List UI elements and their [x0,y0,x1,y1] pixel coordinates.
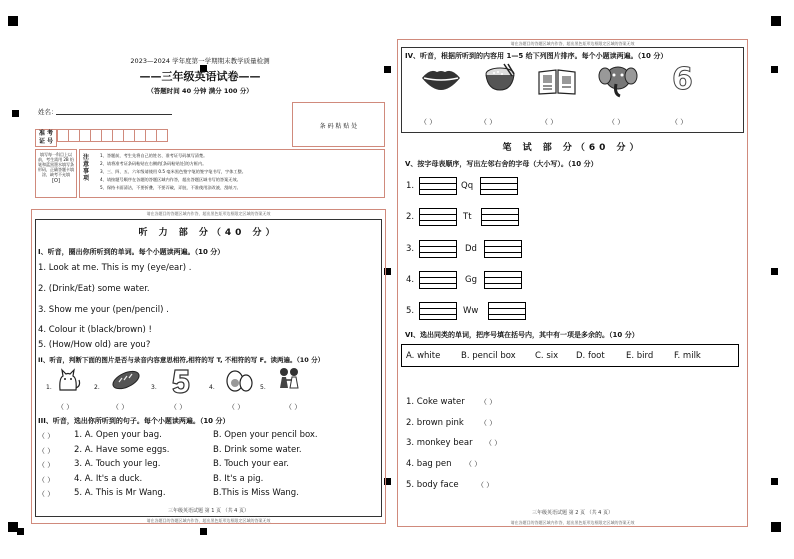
number-six-picture: 6 [672,62,693,97]
q3-option-b: B. Drink some water. [213,445,302,455]
q6-answer-blank[interactable]: （ ） [480,419,497,427]
listening-section-title: 听 力 部 分（40 分） [138,228,279,238]
q6-answer-blank[interactable]: （ ） [480,398,497,406]
q6-answer-blank[interactable]: （ ） [477,481,494,489]
q5-number: 3. [406,244,415,254]
exam-number-grid[interactable] [58,129,168,142]
answer-area-warning: 请在各题目的答题区域内作答，超出黑色矩形边框限定区域的答案无效 [146,518,271,523]
q3-answer-blank[interactable]: （ ） [38,447,55,455]
name-field[interactable] [56,114,172,115]
q5-right-writing-lines[interactable] [480,177,518,195]
registration-mark [771,522,781,532]
question-6-title: VI、选出同类的单词，把序号填在括号内，其中有一项是多余的。（10 分） [405,331,639,339]
exam-header-line: 2023—2024 学年度第一学期期末教学质量检测 [130,57,270,65]
registration-mark [384,66,391,73]
question-1-item[interactable]: 2. (Drink/Eat) some water. [38,284,150,294]
q6-option: B. pencil box [461,351,516,361]
book-picture [537,66,577,96]
q6-word-pair: 4. bag pen [406,459,452,469]
q5-left-writing-lines[interactable] [419,240,457,258]
q2-answer-blank[interactable]: （ ） [285,403,302,411]
question-2-title: II、听音，判断下面的图片是否与录音内容意思相符,相符的写 T, 不相符的写 F。读两遍。（10 分） [38,356,325,364]
notice-item: 4、请按题号顺序在各题的答题区域内作答，超出答题区域书写的答案无效。 [100,177,241,182]
q3-option-a: 1. A. Open your bag. [74,430,162,440]
q4-answer-blank[interactable]: （ ） [480,118,497,126]
q5-letter: Ww [463,306,479,316]
notice-item: 3、三、四、五、六年级请使用 0.5 毫米黑色签字笔的签字笔书写，字体工整。 [100,169,246,174]
question-1-item[interactable]: 3. Show me your (pen/pencil) . [38,305,169,315]
question-1-item[interactable]: 5. (How/How old) are you? [38,340,151,350]
q2-number: 3. [151,384,157,391]
q4-answer-blank[interactable]: （ ） [671,118,688,126]
q2-number: 5. [260,384,266,391]
registration-mark [771,16,781,26]
q5-number: 2. [406,212,415,222]
registration-mark [17,528,24,535]
q6-option: F. milk [674,351,701,361]
q5-letter: Dd [465,244,477,254]
q3-option-a: 2. A. Have some eggs. [74,445,170,455]
exam-number-label-top: 准 考 [38,130,54,137]
eggs-picture [225,370,253,392]
question-4-title: IV、听音，根据所听到的内容用 1—5 给下列图片排序。每个小题读两遍。（10 分） [405,52,668,60]
registration-mark [12,110,19,117]
q3-option-b: B.This is Miss Wang. [213,488,299,498]
q5-number: 5. [406,306,415,316]
q4-answer-blank[interactable]: （ ） [420,118,437,126]
exam-number-label-bottom: 证 号 [38,138,54,145]
name-label: 姓名： [38,108,58,116]
exam-number-label [35,129,57,147]
q2-answer-blank[interactable]: （ ） [57,403,74,411]
notice-item: 5、保持卡面清洁，不要折叠，不要弄破，弄脏，不准使用涂改液、刮纸刀。 [100,185,241,190]
q3-answer-blank[interactable]: （ ） [38,461,55,469]
q3-option-a: 3. A. Touch your leg. [74,459,161,469]
student-note: 填写每一科目上以前，考生需用 2B 铅笔和蓝黑墨水填写条形码，正确答题卡填涂，缺考不允填 [38,152,74,177]
q6-option: A. white [406,351,441,361]
cat-picture [55,368,81,394]
answer-area-warning: 请在各题目的答题区域内作答，超出黑色矩形边框限定区域的答案无效 [146,211,271,216]
q2-number: 4. [209,384,215,391]
q4-answer-blank[interactable]: （ ） [608,118,625,126]
q5-letter: Gg [465,275,477,285]
q2-number: 1. [46,384,52,391]
registration-mark [8,16,18,26]
q2-answer-blank[interactable]: （ ） [112,403,129,411]
q6-option: E. bird [626,351,654,361]
question-1-title: I、听音，圈出你所听到的单词。每个小题读两遍。（10 分） [38,248,225,256]
bread-picture [110,370,142,390]
q3-option-b: B. Open your pencil box. [213,430,318,440]
q5-number: 1. [406,181,415,191]
q3-answer-blank[interactable]: （ ） [38,490,55,498]
q5-left-writing-lines[interactable] [419,302,457,320]
q5-number: 4. [406,275,415,285]
q6-word-pair: 5. body face [406,480,459,490]
children-picture [275,366,303,390]
question-1-item[interactable]: 1. Look at me. This is my (eye/ear) . [38,263,192,273]
page-1-footer: 三年级英语试题 第 1 页 （共 4 页） [168,508,249,514]
q3-answer-blank[interactable]: （ ） [38,432,55,440]
written-section-title: 笔 试 部 分（60 分） [502,143,643,153]
q3-answer-blank[interactable]: （ ） [38,476,55,484]
q5-letter: Tt [463,212,472,222]
q3-option-a: 5. A. This is Mr Wang. [74,488,166,498]
lips-picture [420,66,462,92]
q5-left-writing-lines[interactable] [419,208,457,226]
q5-right-writing-lines[interactable] [481,208,519,226]
q6-word-pair: 2. brown pink [406,418,464,428]
q6-word-pair: 1. Coke water [406,397,465,407]
registration-mark [771,268,778,275]
q5-right-writing-lines[interactable] [488,302,526,320]
question-5-title: V、按字母表顺序，写出左邻右舍的字母（大小写）。（10 分） [405,160,598,168]
q6-answer-blank[interactable]: （ ） [465,460,482,468]
q5-letter: Qq [461,181,474,191]
notice-item: 1、答题前，考生先将自己的姓名、准考证号码填写清楚。 [100,153,208,158]
q3-option-a: 4. A. It's a duck. [74,474,143,484]
q6-answer-blank[interactable]: （ ） [485,439,502,447]
elephant-picture [598,62,638,98]
q4-answer-blank[interactable]: （ ） [541,118,558,126]
number-five-picture [170,367,192,395]
q6-word-pair: 3. monkey bear [406,438,473,448]
exam-title: ——三年级英语试卷—— [139,70,261,83]
absent-mark[interactable]: [O] [52,178,60,184]
notice-list [100,152,380,192]
notice-item: 2、请将准考证条码粘贴在右侧的[条码粘贴处]的方框内。 [100,161,207,166]
q5-left-writing-lines[interactable] [419,271,457,289]
question-1-item[interactable]: 4. Colour it (black/brown) ! [38,325,152,335]
registration-mark [771,478,778,485]
exam-subtitle: （答题时间 40 分钟 满分 100 分） [147,87,253,95]
q3-option-b: B. Touch your ear. [213,459,290,469]
answer-area-warning: 请在各题目的答题区域内作答，超出黑色矩形边框限定区域的答案无效 [510,520,635,525]
q6-option: D. foot [576,351,605,361]
q6-option: C. six [535,351,559,361]
q2-answer-blank[interactable]: （ ） [170,403,187,411]
answer-area-warning: 请在各题目的答题区域内作答，超出黑色矩形边框限定区域的答案无效 [510,41,635,46]
student-note-box [35,149,77,198]
notice-title: 注 意 事 项 [83,154,90,182]
rice-bowl-picture [482,62,518,96]
q5-right-writing-lines[interactable] [484,240,522,258]
q3-option-b: B. It's a pig. [213,474,264,484]
question-3-title: III、听音，选出你所听到的句子。每个小题读两遍。（10 分） [38,417,230,425]
page-2-footer: 三年级英语试题 第 2 页 （共 4 页） [532,510,613,516]
q2-answer-blank[interactable]: （ ） [228,403,245,411]
q5-right-writing-lines[interactable] [484,271,522,289]
registration-mark [771,66,778,73]
barcode-label: 条 码 粘 贴 处 [319,123,358,130]
registration-mark [200,528,207,535]
q2-number: 2. [94,384,100,391]
q5-left-writing-lines[interactable] [419,177,457,195]
